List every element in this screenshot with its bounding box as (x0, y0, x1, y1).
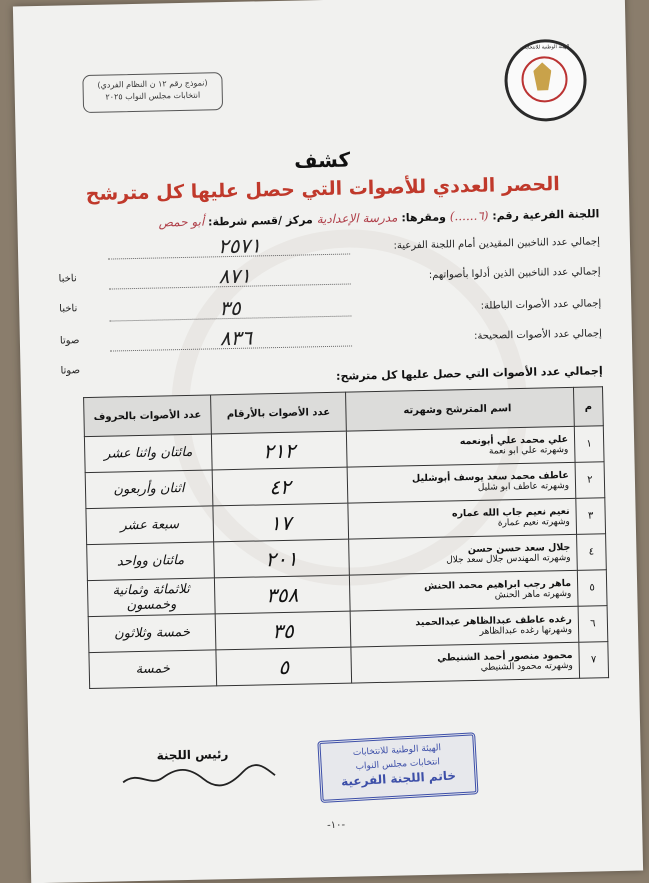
candidate-name: رغده عاطف عبدالظاهر عبدالحميد (415, 613, 572, 629)
committee-chair-label: رئيس اللجنة (156, 747, 229, 763)
candidate-fame: وشهرته نعيم عمارة (497, 516, 570, 529)
candidate-cell (346, 426, 575, 467)
candidate-cell (349, 570, 578, 611)
row-index: ١ (574, 426, 604, 463)
stat-value: ٣٥ (218, 295, 241, 321)
col-header-index: م (573, 387, 603, 427)
candidate-cell (349, 534, 578, 575)
document-title: كشف (294, 147, 351, 173)
candidate-name: علي محمد علي أبونعمه (459, 433, 569, 448)
votes-digits: ٣٥ (215, 611, 351, 650)
stat-value: ٨٣٦ (219, 325, 253, 351)
row-index: ٣ (576, 498, 606, 535)
votes-words: مائتان واثنا عشر (84, 434, 212, 473)
row-index: ٦ (578, 606, 608, 643)
votes-words: سبعة عشر (86, 506, 214, 545)
candidate-name: عاطف محمد سعد يوسف أبوشليل (411, 469, 569, 485)
candidate-name: نعيم نعيم جاب الله عماره (451, 505, 570, 520)
committee-stamp (317, 732, 478, 803)
candidate-fame: وشهرته علي ابو نعمة (488, 444, 569, 457)
candidates-total-label: إجمالي عدد الأصوات التي حصل عليها كل مترشح: (335, 364, 603, 383)
candidate-fame: وشهرته ماهر الحنش (494, 588, 572, 601)
ballot-count-sheet (13, 0, 643, 883)
candidate-cell (348, 498, 577, 539)
center-label: مركز /قسم شرطة: (207, 213, 313, 229)
committee-line (57, 206, 599, 231)
candidate-cell (350, 606, 579, 647)
hq-label: ومقرها: (401, 210, 447, 225)
votes-digits: ١٧ (213, 503, 349, 542)
stat-unit: ناخبا (58, 273, 77, 285)
form-box-line2: انتخابات مجلس النواب ٢٠٢٥ (105, 90, 201, 102)
chair-signature (119, 761, 280, 790)
col-header-words: عدد الأصوات بالحروف (84, 395, 212, 437)
votes-words: خمسة وثلاثون (88, 614, 216, 653)
candidate-fame: وشهرته محمود الشنيطي (480, 660, 573, 673)
candidate-fame: وشهرتها رغده عبدالظاهر (479, 624, 573, 637)
stat-label: إجمالي عدد الناخبين المقيدين أمام اللجنة الفرعية: (393, 236, 601, 252)
votes-digits: ٣٥٨ (214, 575, 350, 614)
stat-label: إجمالي عدد الأصوات الباطلة: (480, 298, 602, 312)
votes-words: مائتان وواحد (87, 542, 215, 581)
center-value: أبو حمص (158, 214, 205, 230)
row-index: ٧ (579, 642, 609, 679)
stamp-line1: الهيئة الوطنية للانتخابات (352, 743, 442, 759)
election-authority-logo (504, 39, 588, 123)
stat-unit: صوتا (60, 365, 81, 377)
form-number-box (82, 72, 223, 113)
row-index: ٥ (577, 570, 607, 607)
row-index: ٢ (575, 462, 605, 499)
votes-digits: ٥ (216, 647, 352, 686)
stat-value: ٨٧١ (218, 263, 252, 289)
candidate-fame: وشهرته المهندس جلال سعد جلال (446, 552, 571, 566)
votes-words: ثلاثمائة وثمانية وخمسون (87, 578, 215, 617)
col-header-candidate: اسم المترشح وشهرته (346, 387, 575, 431)
votes-digits: ٤٢ (212, 467, 348, 506)
page-number: -١٠- (327, 819, 346, 832)
stat-label: إجمالي عدد الأصوات الصحيحة: (473, 328, 602, 342)
document-heading: الحصر العددي للأصوات التي حصل عليها كل مترشح (85, 173, 560, 206)
results-table (83, 386, 609, 689)
col-header-digits: عدد الأصوات بالأرقام (211, 392, 347, 434)
stamp-line2: انتخابات مجلس النواب (355, 757, 441, 772)
votes-digits: ٢٠١ (214, 539, 350, 578)
candidate-fame: وشهرته عاطف ابو شليل (477, 480, 570, 493)
committee-label: اللجنة الفرعية رقم: (492, 207, 600, 223)
logo-text: الهيئة الوطنية للانتخابات (520, 43, 570, 51)
candidate-name: جلال سعد حسن حسن (467, 541, 571, 556)
votes-digits: ٢١٢ (211, 431, 347, 470)
votes-words: اثنان وأربعون (85, 470, 213, 509)
stat-unit: ناخبا (59, 303, 78, 315)
form-box-line1: (نموذج رقم ١٢ ن النظام الفردي) (97, 78, 208, 90)
candidate-name: محمود منصور أحمد الشنيطي (437, 649, 573, 664)
stat-unit: صوتا (59, 335, 80, 347)
stamp-line3: خاتم اللجنة الفرعية (340, 768, 457, 789)
hq-value: مدرسة الإعدادية (316, 210, 398, 227)
candidate-name: ماهر رجب ابراهيم محمد الحنش (423, 577, 572, 593)
stat-value: ٢٥٧١ (217, 233, 262, 259)
row-index: ٤ (577, 534, 607, 571)
committee-number: (٦......) (449, 208, 489, 224)
candidate-cell (351, 642, 580, 683)
candidate-cell (347, 462, 576, 503)
stat-label: إجمالي عدد الناخبين الذين أدلوا بأصواتهم: (428, 266, 601, 281)
votes-words: خمسة (89, 650, 217, 689)
